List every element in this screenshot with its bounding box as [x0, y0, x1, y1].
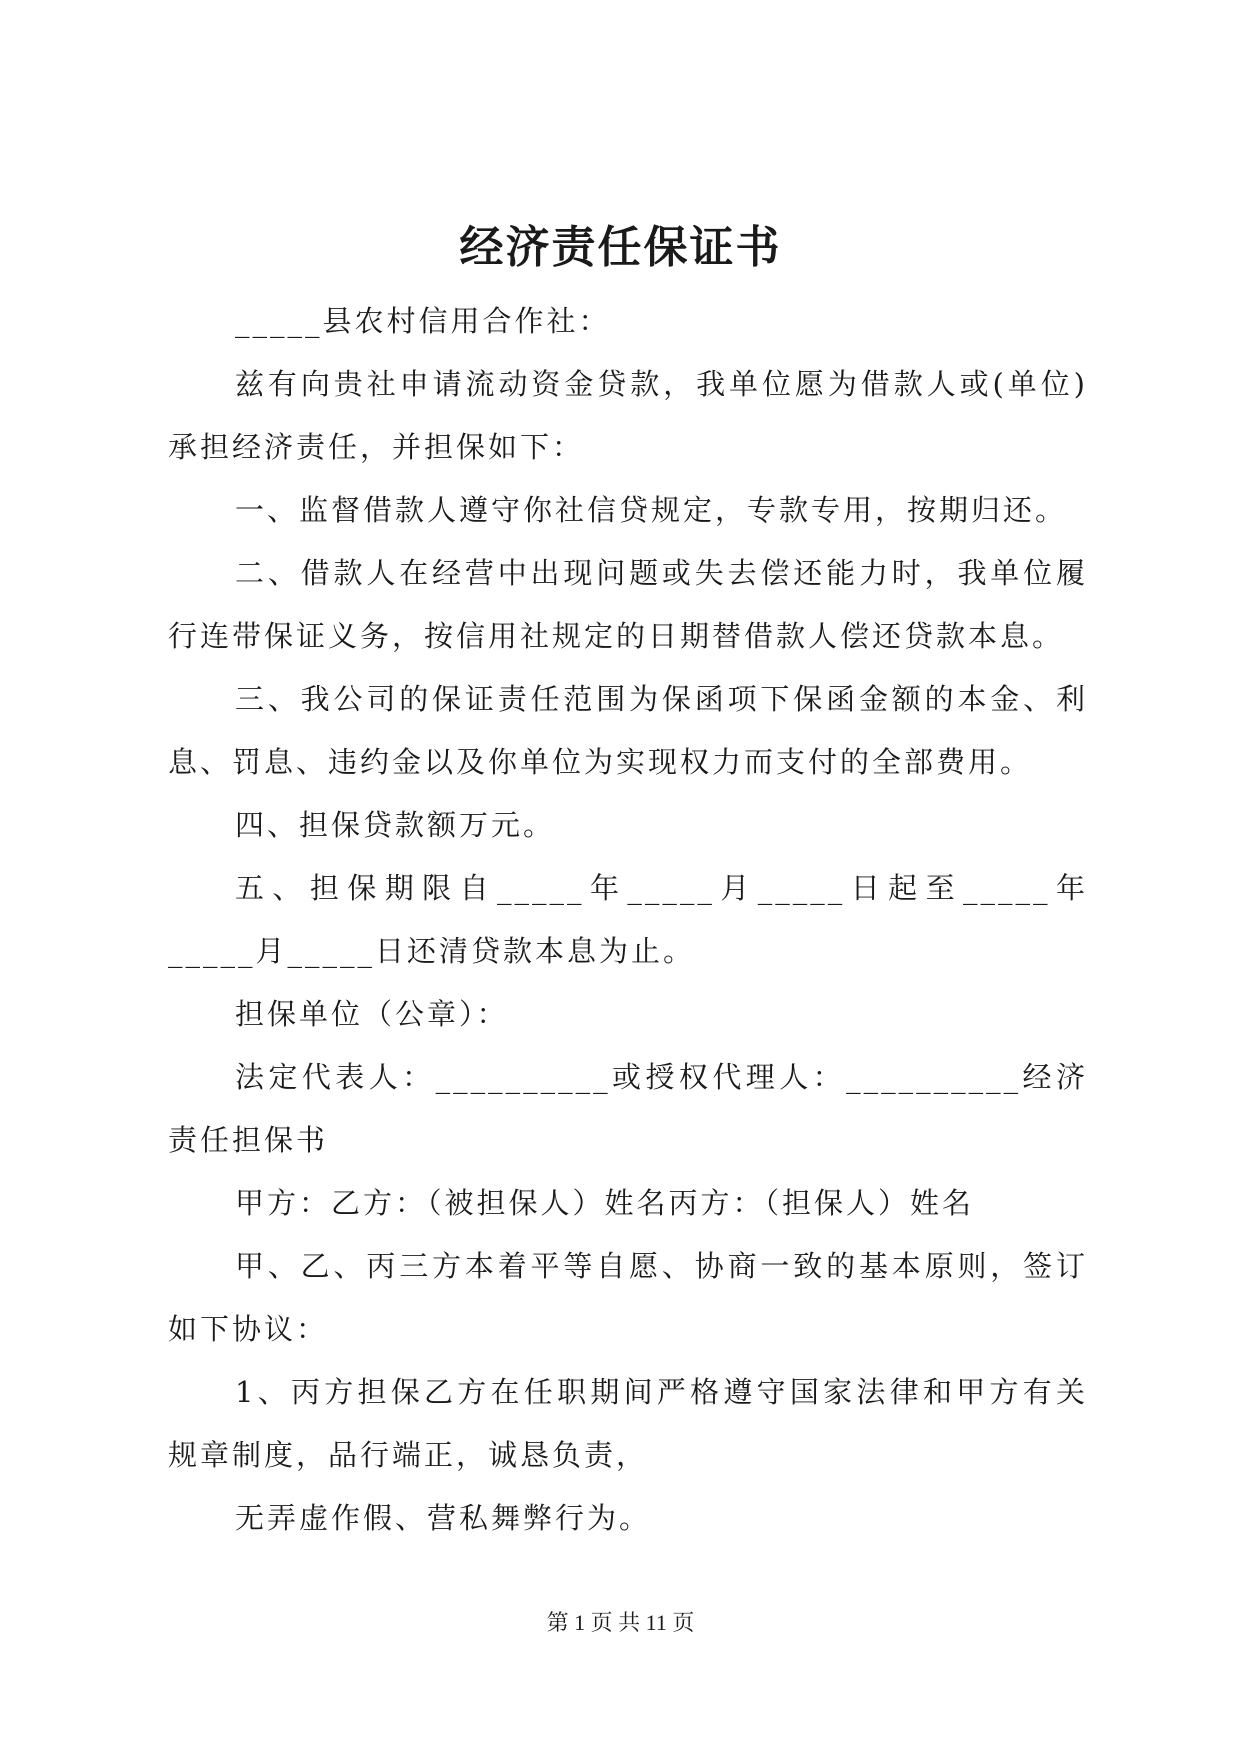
document-title: 经济责任保证书	[459, 222, 782, 273]
agreement-clause-1-continued: 无弄虚作假、营私舞弊行为。	[235, 1501, 652, 1535]
guarantor-seal-line: 担保单位（公章）：	[235, 997, 509, 1031]
page-footer: 第 1 页 共 11 页	[546, 1610, 695, 1635]
clause-4: 四、担保贷款额万元。	[235, 808, 556, 842]
addressee-line: _____县农村信用合作社：	[235, 304, 611, 338]
parties-line: 甲方：乙方：（被担保人）姓名丙方：（担保人）姓名	[235, 1186, 975, 1220]
clause-1: 一、监督借款人遵守你社信贷规定，专款专用，按期归还。	[235, 493, 1068, 527]
clause-5: 五、担保期限自_____年_____月_____日起至_____年_____月_____日还清贷款本息为止。	[168, 871, 1088, 968]
agreement-intro: 甲、乙、丙三方本着平等自愿、协商一致的基本原则，签订如下协议：	[168, 1249, 1088, 1346]
clause-2: 二、借款人在经营中出现问题或失去偿还能力时，我单位履行连带保证义务，按信用社规定的日期替借款人偿还贷款本息。	[168, 556, 1088, 653]
clause-3: 三、我公司的保证责任范围为保函项下保函金额的本金、利息、罚息、违约金以及你单位为实现权力而支付的全部费用。	[168, 682, 1088, 779]
document-body	[168, 290, 1088, 1550]
representative-line: 法定代表人：__________或授权代理人：__________经济责任担保书	[168, 1060, 1088, 1157]
agreement-clause-1: 1、丙方担保乙方在任职期间严格遵守国家法律和甲方有关规章制度，品行端正，诚恳负责，	[168, 1375, 1088, 1472]
paragraph-intro: 兹有向贵社申请流动资金贷款，我单位愿为借款人或(单位)承担经济责任，并担保如下：	[168, 367, 1088, 464]
